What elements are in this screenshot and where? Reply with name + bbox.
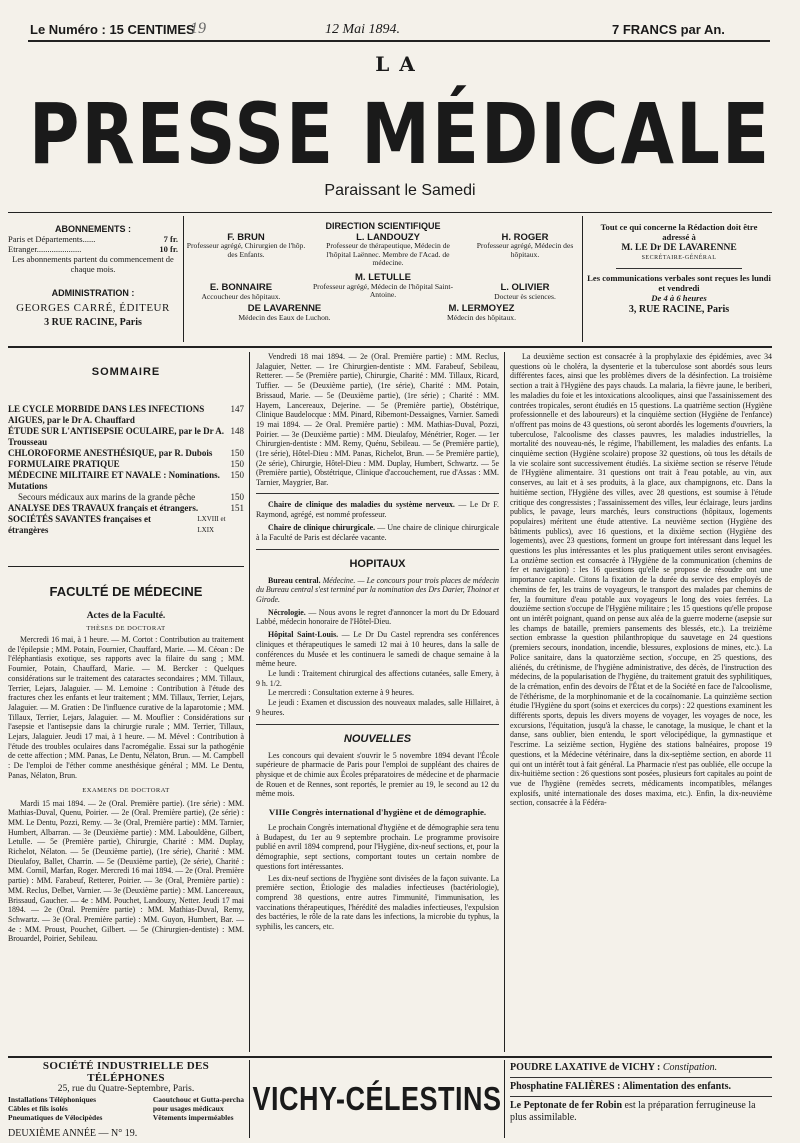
societe-item: pour usages médicaux bbox=[152, 1104, 224, 1113]
footer-divider-1 bbox=[249, 1060, 250, 1138]
chaire-chirurgicale: Chaire de clinique chirurgicale. — Une chaire de clinique chirurgicale à la Faculté de Paris est déclarée vacante. bbox=[256, 523, 499, 542]
redaction-box bbox=[586, 222, 772, 315]
societe-item: Pneumatiques de Vélocipèdes bbox=[8, 1113, 103, 1122]
director-lermoyez: M. LERMOYEZ Médecin des hôpitaux. bbox=[447, 303, 516, 322]
bureau-central: Bureau central. Médecine. — Le concours pour trois places de médecin du Bureau central s'est terminé par la nomination des Drs Darier, Thoinot et Girode. bbox=[256, 575, 499, 605]
handwritten-number: 19 bbox=[190, 20, 206, 37]
column-2 bbox=[256, 352, 499, 932]
phosphatine-ad: Phosphatine FALIÈRES : Alimentation des enfants. bbox=[510, 1081, 731, 1092]
redaction-hours: De 4 à 6 heures bbox=[651, 293, 707, 303]
sommaire-item[interactable]: ÉTUDE SUR L'ANTISEPSIE OCULAIRE, par le Dr A. Trousseau 148 bbox=[8, 426, 244, 447]
actes-heading: Actes de la Faculté. bbox=[86, 611, 166, 621]
info-divider-left bbox=[183, 216, 184, 342]
societe-title: SOCIÉTÉ INDUSTRIELLE DES TÉLÉPHONES bbox=[42, 1060, 210, 1084]
societe-address: 25, rue du Quatre-Septembre, Paris. bbox=[57, 1084, 195, 1094]
faculte-section bbox=[8, 584, 244, 944]
hygiene-sections-text: La deuxième section est consacrée à la prophylaxie des épidémies, avec 34 questions où le choléra, la dysenterie et la tuberculose sont abordés sous leurs différentes faces, ainsi que les problèmes divers de la désinfection. La troisième section a trait à l'Hygiène des pays chauds. La malaria, la fièvre jaune, le beriberi, les maladies du foie et les intoxications alcooliques, ainsi que l'assainissement des contrées tropicales, seront étudiés en 15 questions. La quatrième section (Hygiène professionnelle et des laboureurs) et la cinquième section (Hygiène de l'enfance) n'offrent pas moins de 43 questions, où seront abordés les logements d'ouvriers, la tuberculose, l'alcoolisme des classes pauvres, les maladies industrielles, la mortalité des nouveau-nés, le régime, l'habillement, les maladies des enfants. La cinquième section (Hygiène scolaire) propose 32 questions, où tous les détails de la vie scolaire sont successivement étudiés. La sixième section se réserve l'étude de l'Hygiène alimentaire. 31 questions ont trait à l'eau potable, au vin, aux conserves, au lait et à ses produits, à la glace, aux champignons, etc. Dans la huitième section, l'Hygiène des villes, avec 28 questions, est soumise à l'étude critique des congressistes ; l'assainissement des villes, leur éclairage, leurs jardins publics, le pavage, leurs marchés, leurs constructions (hôpitaux, logements populaires) méritent une étude attentive. La neuvième section (Hygiène des bâtiments publics), avec 16 questions, et la dixième section (Hygiène des logements), avec 23 questions, forment un groupe fort intéressant dans lequel les questions les plus intéressantes et les plus pratiquement utiles seront envisagées. La onzième section est consacrée à l'Hygiène de la communication (chemins de fer et navigation) : les 16 questions qu'elle se propose de résoudre ont une importance capitale. Citons la fixation de la durée du service des employés de chemins de fer, les trains de voyageurs, le transport des malades par chemins de fer, la fourniture d'eau potable aux voyageurs le long des voies ferrées. La douzième section s'occupe de l'Hygiène militaire ; les 15 questions qu'elle propose ont un intérêt poignant, quand on pense aux aléa de la guerre moderne (asepsie sur les champs de bataille, premiers pansements des blessés, etc.). La treizième section embrasse la question philanthropique du sauvetage en 24 questions (premiers secours, inondation, incendie, blessures, explosions de mines, etc.). La Police sanitaire, dans la quatorzième section, s'occupe, en 25 questions, des aliénés, du crétinisme, de l'hygiène administrative, des décès, de l'instruction des médecins, de la popularisation de l'hygiène, du traitement gratuit des syphilitiques, de la crémation, enfin des devoirs de l'État et de la Société en face de l'alcoolisme, de l'éthérisme, de la morphinomanie et de la cocaïnomanie. La quinzième section étudie l'Hygiène du sport (soins et exercices du corps) : 22 questions examinent les différents sports, depuis les divers moyens de voyager, les voyages de noce, les excursions, l'équitation, jusqu'à la chasse, le canotage, la musique, le chant et la danse, sans oublier, bien entendu, le sport vélocipédique, la gymnastique et l'escrime. La seizième section, Hygiène des stations balnéaires, propose 19 questions, et la Médecine vétérinaire, dans la dix-septième section, en aborde 11 qui ont un intérêt tout à fait général. La Pharmacie n'est pas oubliée, elle occupe la dix-huitième section : 26 questions sont posées, plusieurs fort capitales au point de vue de l'hygiène (remèdes secrets, médicaments incompatibles, mélanges explosifs, unité internationale des doses maxima, etc.). Enfin, la dix-neuvième section, consacrée à la Fédéra- bbox=[510, 352, 772, 808]
abonnements-box bbox=[8, 224, 178, 328]
top-rule bbox=[28, 40, 770, 42]
societe-item: Vêtements imperméables bbox=[152, 1113, 234, 1122]
nouvelles-heading: NOUVELLES bbox=[343, 732, 412, 745]
director-lavarenne: DE LAVARENNE Médecin des Eaux de Luchon. bbox=[238, 303, 331, 322]
masthead-subtitle: Paraissant le Samedi bbox=[324, 182, 476, 199]
faculte-heading: FACULTÉ DE MÉDECINE bbox=[49, 584, 203, 599]
lundi-text: Le lundi : Traitement chirurgical des affections cutanées, salle Emery, à 9 h. 1/2. bbox=[256, 668, 499, 688]
footer-divider-2 bbox=[504, 1060, 505, 1138]
sommaire-item[interactable]: FORMULAIRE PRATIQUE 150 bbox=[8, 459, 244, 469]
redaction-address: 3, RUE RACINE, Paris bbox=[628, 304, 730, 315]
sommaire-section bbox=[8, 366, 244, 536]
societe-telephones-ad bbox=[8, 1060, 244, 1139]
sommaire-item[interactable]: Secours médicaux aux marins de la grande pêche 150 bbox=[18, 492, 244, 502]
direction-heading: DIRECTION SCIENTIFIQUE bbox=[325, 221, 441, 231]
societe-item: Câbles et fils isolés bbox=[8, 1104, 68, 1113]
societe-item: Caoutchouc et Gutta-percha bbox=[152, 1095, 244, 1104]
peptonate-ad: Le Peptonate de fer Robin est la préparation ferrugineuse la plus assimilable. bbox=[510, 1100, 756, 1123]
necrologie: Nécrologie. — Nous avons le regret d'annoncer la mort du Dr Edouard Labbé, médecin honoraire de l'Hôtel-Dieu. bbox=[256, 607, 499, 627]
hopitaux-heading: HOPITAUX bbox=[349, 557, 406, 570]
administration-heading: ADMINISTRATION : bbox=[51, 288, 135, 298]
director-letulle: M. LETULLE Professeur agrégé, Médecin de l'hôpital Saint-Antoine. bbox=[312, 271, 454, 300]
info-divider-right bbox=[582, 216, 583, 342]
poudre-ad: POUDRE LAXATIVE de VICHY : Constipation. bbox=[510, 1062, 718, 1073]
mercredi-text: Le mercredi : Consultation externe à 9 heures. bbox=[268, 688, 414, 698]
director-landouzy: L. LANDOUZY Professeur de thérapeutique, Médecin de l'hôpital Laënnec. Membre de l'Acad. de médecine. bbox=[326, 231, 450, 268]
column-rule-2 bbox=[504, 352, 505, 1052]
director-brun: F. BRUN Professeur agrégé, Chirurgien de l'hôp. des Enfants. bbox=[186, 231, 306, 259]
sommaire-item[interactable]: MÉDECINE MILITAIRE ET NAVALE : Nominations. Mutations 150 bbox=[8, 470, 244, 491]
redaction-name: M. LE Dr DE LAVARENNE bbox=[621, 243, 737, 253]
price-paris: Paris et Départements...... 7 fr. bbox=[8, 234, 178, 244]
info-rule-top bbox=[8, 212, 772, 213]
societe-item: Installations Téléphoniques bbox=[8, 1095, 97, 1104]
vichy-celestins-ad: VICHY-CÉLESTINS bbox=[252, 1080, 502, 1118]
admin-address: 3 RUE RACINE, Paris bbox=[44, 317, 142, 328]
congres-paragraph-2: Les dix-neuf sections de l'hygiène sont divisées de la façon suivante. La première section, Étiologie des maladies infectieuses (bactériologie), comprend 38 questions, entre autres l'immunité, l'immunisation, les vaccinations thérapeutiques, l'hérédité des maladies infectieuses, l'expulsion des bactéries, le rôle de la rate dans les infections, la microbie du typhus, la syphilis, les cancers, etc. bbox=[256, 873, 499, 932]
examens-continued: Vendredi 18 mai 1894. — 2e (Oral. Première partie) : MM. Reclus, Jalaguier, Netter. — 1re Chirurgien-dentiste : MM. Farabeuf, Sebileau, Retterer. — 5e (Première partie), Chirurgie, Charité : MM. Tillaux, Ricard, Tuffier. — 5e (Deuxième partie), (1re série), Charité : MM. Potain, Brissaud, Marie. — 5e (Deuxième partie), (1re série) ; Charité : MM. Hayem, Lancereaux, Dejerine. — 5e (Première partie), Obstétrique, Clinique Baudelocque : MM. Pinard, Ribemont-Dessaignes, Varnier. Samedi 19 mai 1894. — 2e Oral. Première partie) : MM. Mathias-Duval, Pozzi, Poirier. — 3e (Deuxième partie) : MM. Dieulafoy, Ménétrier, Roger. — 1er Chirurgien-dentiste : MM. Remy, Quénu, Sebileau. — 5e (Première partie), (1re série), Hôtel-Dieu : MM. Panas, Richelot, Brun. — 5e Première partie), (2e série), Chirurgie, Hôtel-Dieu : MM. Duplay, Humbert, Schwartz. — 5e (Première partie), Obstétrique, Clinique d'accouchement, rue d'Assas : MM. Tarnier, Maygrier, Bar. bbox=[256, 352, 499, 488]
director-olivier: L. OLIVIER Docteur ès sciences. bbox=[494, 281, 556, 301]
congres-title: VIIIe Congrès international d'hygiène et de démographie. bbox=[268, 807, 487, 818]
nouvelles-text: Les concours qui devaient s'ouvrir le 5 novembre 1894 devant l'École supérieure de pharmacie de Paris pour l'emploi de suppléant des chaires de physique et de chimie aux Écoles préparatoires de médecine et de pharmacie de Rouen et de Rennes, sont reportés, le premier au 19, le second au 12 du même mois. bbox=[256, 750, 499, 799]
price-etranger: Etranger..................... 10 fr. bbox=[8, 244, 178, 254]
hopital-saint-louis: Hôpital Saint-Louis. — Le Dr Du Castel reprendra ses conférences cliniques et thérapeutiques le samedi 12 mai à 10 heures, dans la salle de conférences du Musée et les continuera le samedi de chaque semaine à la même heure. bbox=[256, 630, 499, 669]
issue-date: 12 Mai 1894. bbox=[325, 22, 401, 37]
sommaire-item[interactable]: ANALYSE DES TRAVAUX français et étrangers. 151 bbox=[8, 503, 244, 513]
column-3 bbox=[510, 352, 772, 808]
top-price: Le Numéro : 15 CENTIMES bbox=[30, 22, 195, 37]
sommaire-item[interactable]: CHLOROFORME ANESTHÉSIQUE, par R. Dubois 150 bbox=[8, 448, 244, 458]
sommaire-item[interactable]: LE CYCLE MORBIDE DANS LES INFECTIONS AIGUES, par le Dr A. Chauffard 147 bbox=[8, 404, 244, 425]
annual-price: 7 FRANCS par An. bbox=[612, 22, 725, 37]
column-rule-1b bbox=[249, 716, 250, 1052]
abonnements-heading: ABONNEMENTS : bbox=[55, 224, 131, 234]
right-ads bbox=[510, 1062, 772, 1124]
sommaire-item[interactable]: SOCIÉTÉS SAVANTES françaises et étrangères LXVIII et LXIX bbox=[8, 514, 226, 535]
masthead-title: PRESSE MÉDICALE bbox=[28, 86, 772, 184]
director-bonnaire: E. BONNAIRE Accoucheur des hôpitaux. bbox=[201, 281, 281, 301]
jeudi-text: Le jeudi : Examen et discussion des nouveaux malades, salle Hillairet, à 9 heures. bbox=[256, 698, 499, 717]
info-rule-bottom bbox=[8, 346, 772, 348]
congres-paragraph-1: Le prochain Congrès international d'hygiène et de démographie sera tenu à Budapest, du 1er au 9 septembre prochain. Le programme provisoire publié en avril 1894 comprend, pour l'Hygiène, dix-neuf sections, et, pour la démographie, sept sections, comportant toutes un certain nombre de questions fort intéressantes. bbox=[256, 823, 499, 871]
abonnements-note: Les abonnements partent du commencement de chaque mois. bbox=[12, 254, 174, 274]
footer-rule bbox=[8, 1056, 772, 1058]
masthead-la: LA bbox=[375, 52, 425, 76]
redaction-line2: Les communications verbales sont reçues les lundi et vendredi bbox=[587, 273, 771, 293]
redaction-role: SECRÉTAIRE-GÉNÉRAL bbox=[641, 255, 717, 261]
issue-number: DEUXIÈME ANNÉE — N° 19. bbox=[8, 1128, 138, 1139]
direction-box bbox=[186, 222, 580, 322]
chaire-nerveux: Chaire de clinique des maladies du système nerveux. — Le Dr F. Raymond, agrégé, est nommé professeur. bbox=[256, 499, 499, 519]
theses-heading: THÈSES DE DOCTORAT bbox=[86, 625, 166, 632]
publisher: GEORGES CARRÉ, ÉDITEUR bbox=[16, 302, 170, 314]
examens-heading: EXAMENS DE DOCTORAT bbox=[82, 786, 170, 794]
sommaire-rule bbox=[8, 566, 244, 567]
examens-text: Mardi 15 mai 1894. — 2e (Oral. Première partie). (1re série) : MM. Mathias-Duval, Quenu, Poirier. — 2e (Oral. Première partie), (2e série) : MM. Le Dentu, Pozzi, Remy. — 3e (Oral, Première partie) : MM. Tarnier, Humbert, Albarran. — 3e (Deuxième partie) : MM. Labouldène, Gilbert, Letulle. — 5e (Première partie), Chirurgie, Charité : MM. Duplay, Richelot, Nélaton. — 5e (Deuxième partie), (1re série), Charité : MM. Dieulafoy, Ballet, Charrin. — 5e (Deuxième partie), (2e série), Charité : MM. Cornil, Marfan, Roger. Mercredi 16 mai 1894. — 2e (Oral. Première partie) : MM. Farabeuf, Retterer, Poirier. — 3e (Oral, Première partie) : MM. Reclus, Delbet, Varnier. — 3e (Deuxième partie) : MM. Lancereaux, Brissaud, Gaucher. — 4e : MM. Pouchet, Landouzy, Netter. Jeudi 17 mai 1894. — 2e (Oral. Première partie) : MM. Mathias-Duval, Remy, Schwartz. — 3e (Oral. Première partie) : MM. Guyon, Humbert, Bar. — 4e : MM. Proust, Pouchet, Gilbert. — 5e (Chirurgien-dentiste) : MM. Brouardel, Poirier, Sebileau. bbox=[8, 798, 244, 944]
redaction-line1: Tout ce qui concerne la Rédaction doit être adressé à bbox=[600, 222, 758, 242]
column-rule-1 bbox=[249, 352, 250, 712]
theses-text: Mercredi 16 mai, à 1 heure. — M. Cortot : Contribution au traitement de l'épilepsie ; MM. Potain, Fournier, Chauffard, Marie. — M. Céoan : De l'éléphantiasis exotique, ses rapports avec la filaire du sang ; MM. Fournier, Potain, Chauffard, Marie. — M. Bercker : Quelques considérations sur le traitement des cataractes secondaires ; MM. Tillaux, Terrier, Lejars, Jalaguier. — M. Lemoine : Contribution à l'étude des fractures chez les enfants et leur traitement ; MM. Tillaux, Terrier, Lejars, Jalaguier. — M. Gratien : De l'influence curative de la laparotomie ; MM. Tillaux, Terrier, Lejars, Jalaguier. — M. Mouflier : Considérations sur l'asepsie et l'antisepsie dans la chirurgie rurale ; MM. Terrier, Tillaux, Lejars, Jalaguier. Jeudi 17 mai, à 1 heure. — M. Mével : Contribution à l'étude des troubles oculaires dans l'acromégalie. Essai sur la pathogénie de cette affection ; MM. Panas, Le Dentu, Nélaton, Brun. — M. Campbell : De l'emploi de l'éther comme anesthésique général ; MM. Le Dentu, Panas, Nélaton, Brun. bbox=[8, 635, 244, 780]
director-roger: H. ROGER Professeur agrégé, Médecin des hôpitaux. bbox=[476, 231, 574, 259]
sommaire-heading: SOMMAIRE bbox=[91, 366, 161, 378]
